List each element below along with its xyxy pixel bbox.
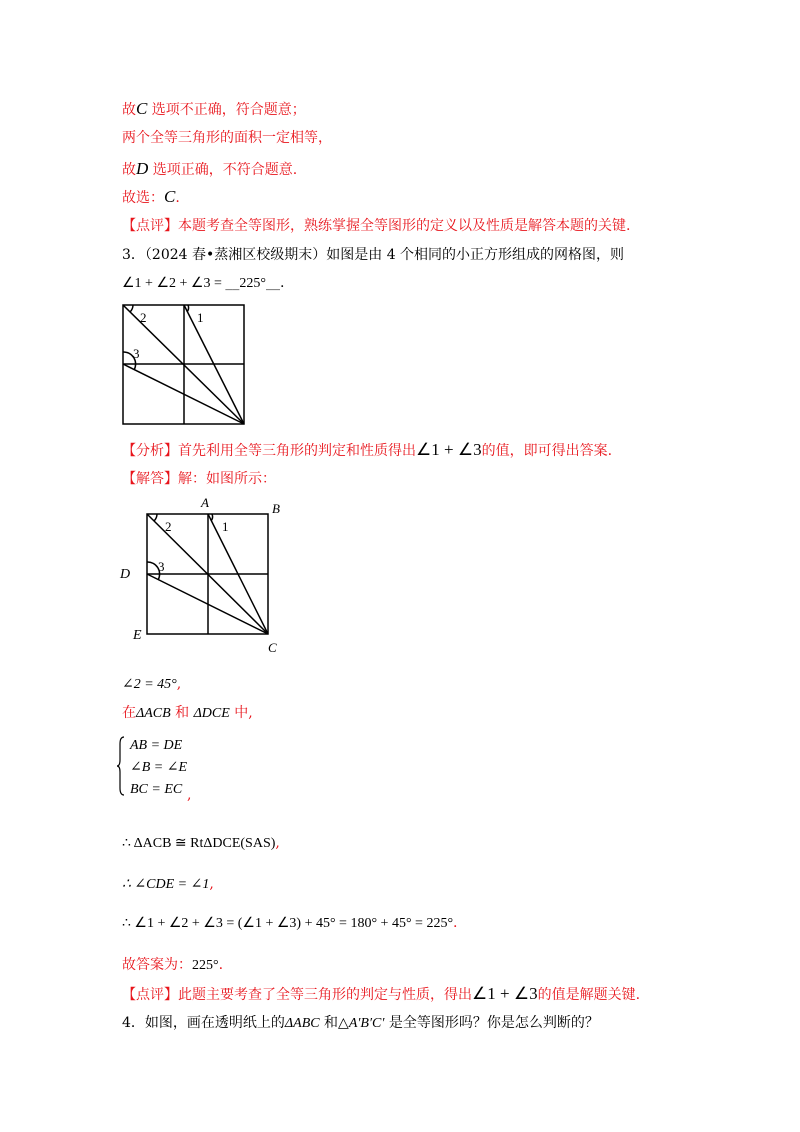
fig2-label-E: E <box>133 628 142 643</box>
answer-value: 225° <box>239 276 266 291</box>
final-answer: 故答案为：225°. <box>122 957 224 973</box>
step-sum: ∴ ∠1 + ∠2 + ∠3 = (∠1 + ∠3) + 45° = 180° + 45° = 225°. <box>122 915 458 931</box>
fig2-label-A: A <box>201 495 209 510</box>
fig1-angle-1: 1 <box>197 310 204 325</box>
solution-line: 【解答】解：如图所示： <box>122 471 276 487</box>
line-choice: 故选：C. <box>122 187 180 206</box>
step-angle-cde: ∴ ∠CDE = ∠1, <box>122 876 214 892</box>
line-area-equal: 两个全等三角形的面积一定相等， <box>122 130 332 146</box>
grid-figure-1 <box>118 300 252 430</box>
fig2-angle-1: 1 <box>222 519 229 534</box>
line-option-d: 故D 选项正确，不符合题意. <box>122 159 298 178</box>
fig1-angle-3: 3 <box>133 346 140 361</box>
question-4: 4．如图，画在透明纸上的ΔABC 和△A′B′C′ 是全等图形吗？你是怎么判断的？ <box>122 1015 599 1031</box>
system-end-comma: , <box>187 787 192 803</box>
fig2-label-B: B <box>272 501 280 516</box>
line-option-c: 故C 选项不正确，符合题意； <box>122 99 306 118</box>
step-in-triangles: 在ΔACB 和 ΔDCE 中, <box>122 705 253 721</box>
question-3-line2: ∠1 + ∠2 + ∠3 = __225°__. <box>122 275 285 291</box>
system-eq-1: AB = DE <box>130 738 183 753</box>
review-2: 【点评】此题主要考查了全等三角形的判定与性质，得出∠1 + ∠3的值是解题关键. <box>122 984 641 1003</box>
grid-figure-2 <box>142 494 287 656</box>
system-eq-3: BC = EC <box>130 782 183 797</box>
fig2-label-D: D <box>120 567 131 582</box>
system-eq-2: ∠B = ∠E <box>130 760 188 775</box>
system-brace <box>117 736 125 796</box>
question-3-line1: 3．（2024 春•蒸湘区校级期末）如图是由 4 个相同的小正方形组成的网格图，则 <box>122 247 625 263</box>
fig2-label-C: C <box>268 640 277 655</box>
step-angle-2: ∠2 = 45°, <box>122 676 182 692</box>
fig1-angle-2: 2 <box>140 310 147 325</box>
fig2-angle-2: 2 <box>165 519 172 534</box>
review-1: 【点评】本题考查全等图形，熟练掌握全等图形的定义以及性质是解答本题的关键. <box>122 218 631 234</box>
fig2-angle-3: 3 <box>158 559 165 574</box>
step-congruent: ∴ ΔACB ≅ RtΔDCE(SAS), <box>122 835 280 851</box>
analysis-line: 【分析】首先利用全等三角形的判定和性质得出∠1 + ∠3的值，即可得出答案. <box>122 440 613 459</box>
